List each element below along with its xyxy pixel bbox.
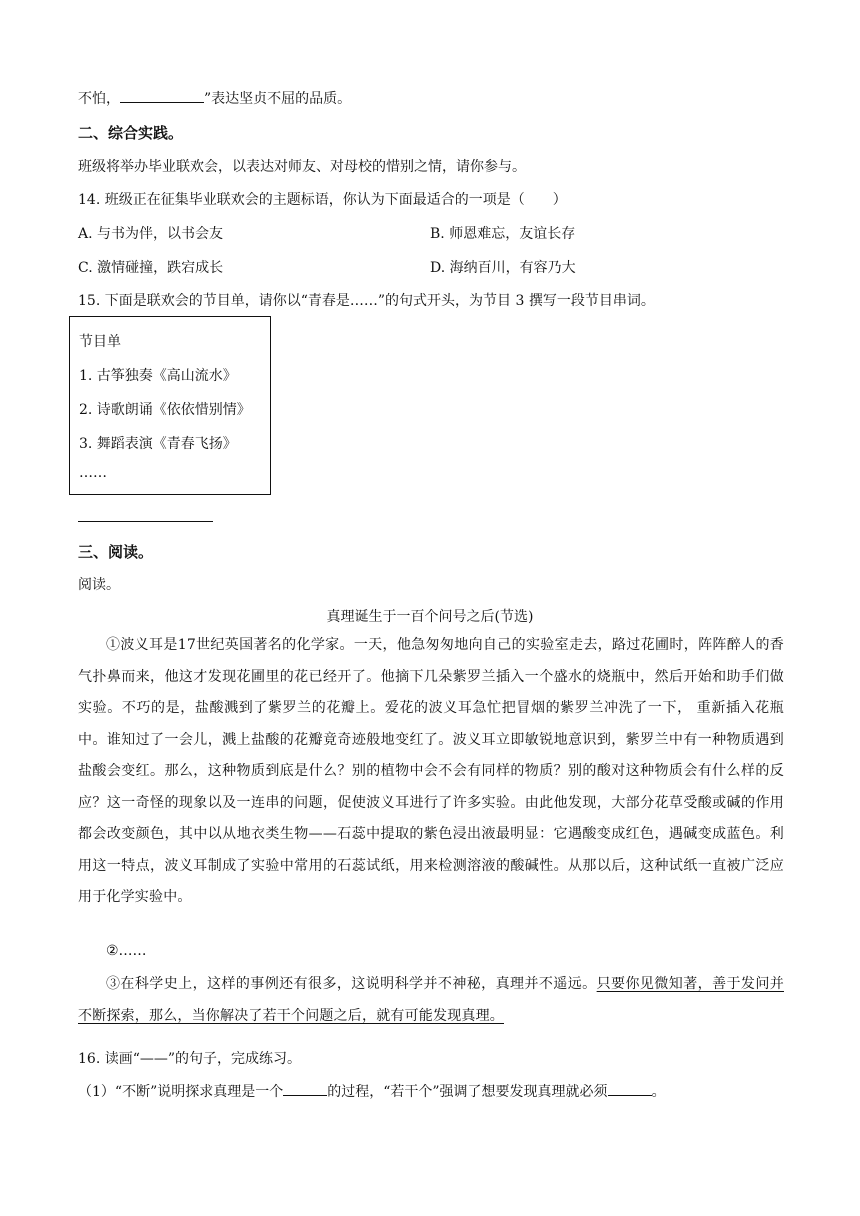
answer-blank[interactable] <box>120 88 204 103</box>
paragraph-3-text: ③在科学史上，这样的事例还有很多，这说明科学并不神秘，真理并不遥远。 <box>106 976 597 992</box>
option-d[interactable]: D. 海纳百川，有容乃大 <box>430 260 576 276</box>
answer-blank-2[interactable] <box>608 1081 652 1096</box>
question-16: 16. 读画“——”的句子，完成练习。 <box>78 1051 302 1067</box>
q16-1-text-c: 。 <box>651 1084 666 1100</box>
underlined-sentence: 只要你见微知著，善于发问并不断探索，那么，当你解决了若干个问题之后，就有可能发现真理。 <box>78 976 784 1024</box>
program-item-3: 3. 舞蹈表演《青春飞扬》 <box>79 436 237 452</box>
answer-blank-1[interactable] <box>283 1081 327 1096</box>
q16-1-text-b: 的过程，“若干个”强调了想要发现真理就必须 <box>327 1084 608 1100</box>
program-item-1: 1. 古筝独奏《高山流水》 <box>79 368 237 384</box>
question-16-part-1 <box>78 1081 666 1101</box>
option-b[interactable]: B. 师恩难忘，友谊长存 <box>430 226 576 242</box>
option-a[interactable]: A. 与书为伴，以书会友 <box>78 226 224 242</box>
fill-in-prefix: 不怕， <box>78 91 120 107</box>
program-item-2: 2. 诗歌朗诵《依依惜别情》 <box>79 402 251 418</box>
article-paragraph-1: ①波义耳是17世纪英国著名的化学家。一天，他急匆匆地向自己的实验室走去，路过花圃时，阵阵醉人的香气扑鼻而来，他这才发现花圃里的花已经开了。他摘下几朵紫罗兰插入一个盛水的烧瓶中，然后开始和助手们做实验。不巧的是，盐酸溅到了紫罗兰的花瓣上。爱花的波义耳急忙把冒烟的紫罗兰冲洗了一下， 重新插入花瓶中。谁知过了一会儿，溅上盐酸的花瓣竟奇迹般地变红了。波义耳立即敏锐地意识到，紫罗兰中有一种物质遇到盐酸会变红。那么，这种物质到底是什么？别的植物中会不会有同样的物质？别的酸对这种物质会有什么样的反应？这一奇怪的现象以及一连串的问题，促使波义耳进行了许多实验。由此他发现，大部分花草受酸或碱的作用都会改变颜色，其中以从地衣类生物——石蕊中提取的紫色浸出液最明显：它遇酸变成红色，遇碱变成蓝色。利用这一特点，波义耳制成了实验中常用的石蕊试纸，用来检测溶液的酸碱性。从那以后，这种试纸一直被广泛应用于化学实验中。 <box>78 637 784 905</box>
section-intro: 班级将举办毕业联欢会，以表达对师友、对母校的惜别之情，请你参与。 <box>78 159 526 175</box>
option-c[interactable]: C. 激情碰撞，跌宕成长 <box>78 260 224 276</box>
question-15: 15. 下面是联欢会的节目单，请你以“青春是……”的句式开头，为节目 3 撰写一段节目串词。 <box>78 293 655 309</box>
answer-line[interactable] <box>78 521 213 522</box>
article-title: 真理诞生于一百个问号之后(节选) <box>326 609 534 625</box>
section-heading-practice: 二、综合实践。 <box>78 124 184 142</box>
reading-label: 阅读。 <box>78 577 120 593</box>
fill-in-line-top <box>78 88 351 108</box>
section-heading-reading: 三、阅读。 <box>78 543 154 561</box>
fill-in-suffix: ”表达坚贞不屈的品质。 <box>204 91 352 107</box>
article-paragraph-2: ②…… <box>106 943 147 959</box>
program-list-box <box>69 316 271 495</box>
article-paragraph-3 <box>78 969 784 1032</box>
q16-1-text-a: （1）“不断”说明探求真理是一个 <box>78 1084 284 1100</box>
program-item-more: …… <box>79 465 107 481</box>
question-14: 14. 班级正在征集毕业联欢会的主题标语，你认为下面最适合的一项是（ ） <box>78 192 567 208</box>
program-title: 节目单 <box>79 334 121 350</box>
